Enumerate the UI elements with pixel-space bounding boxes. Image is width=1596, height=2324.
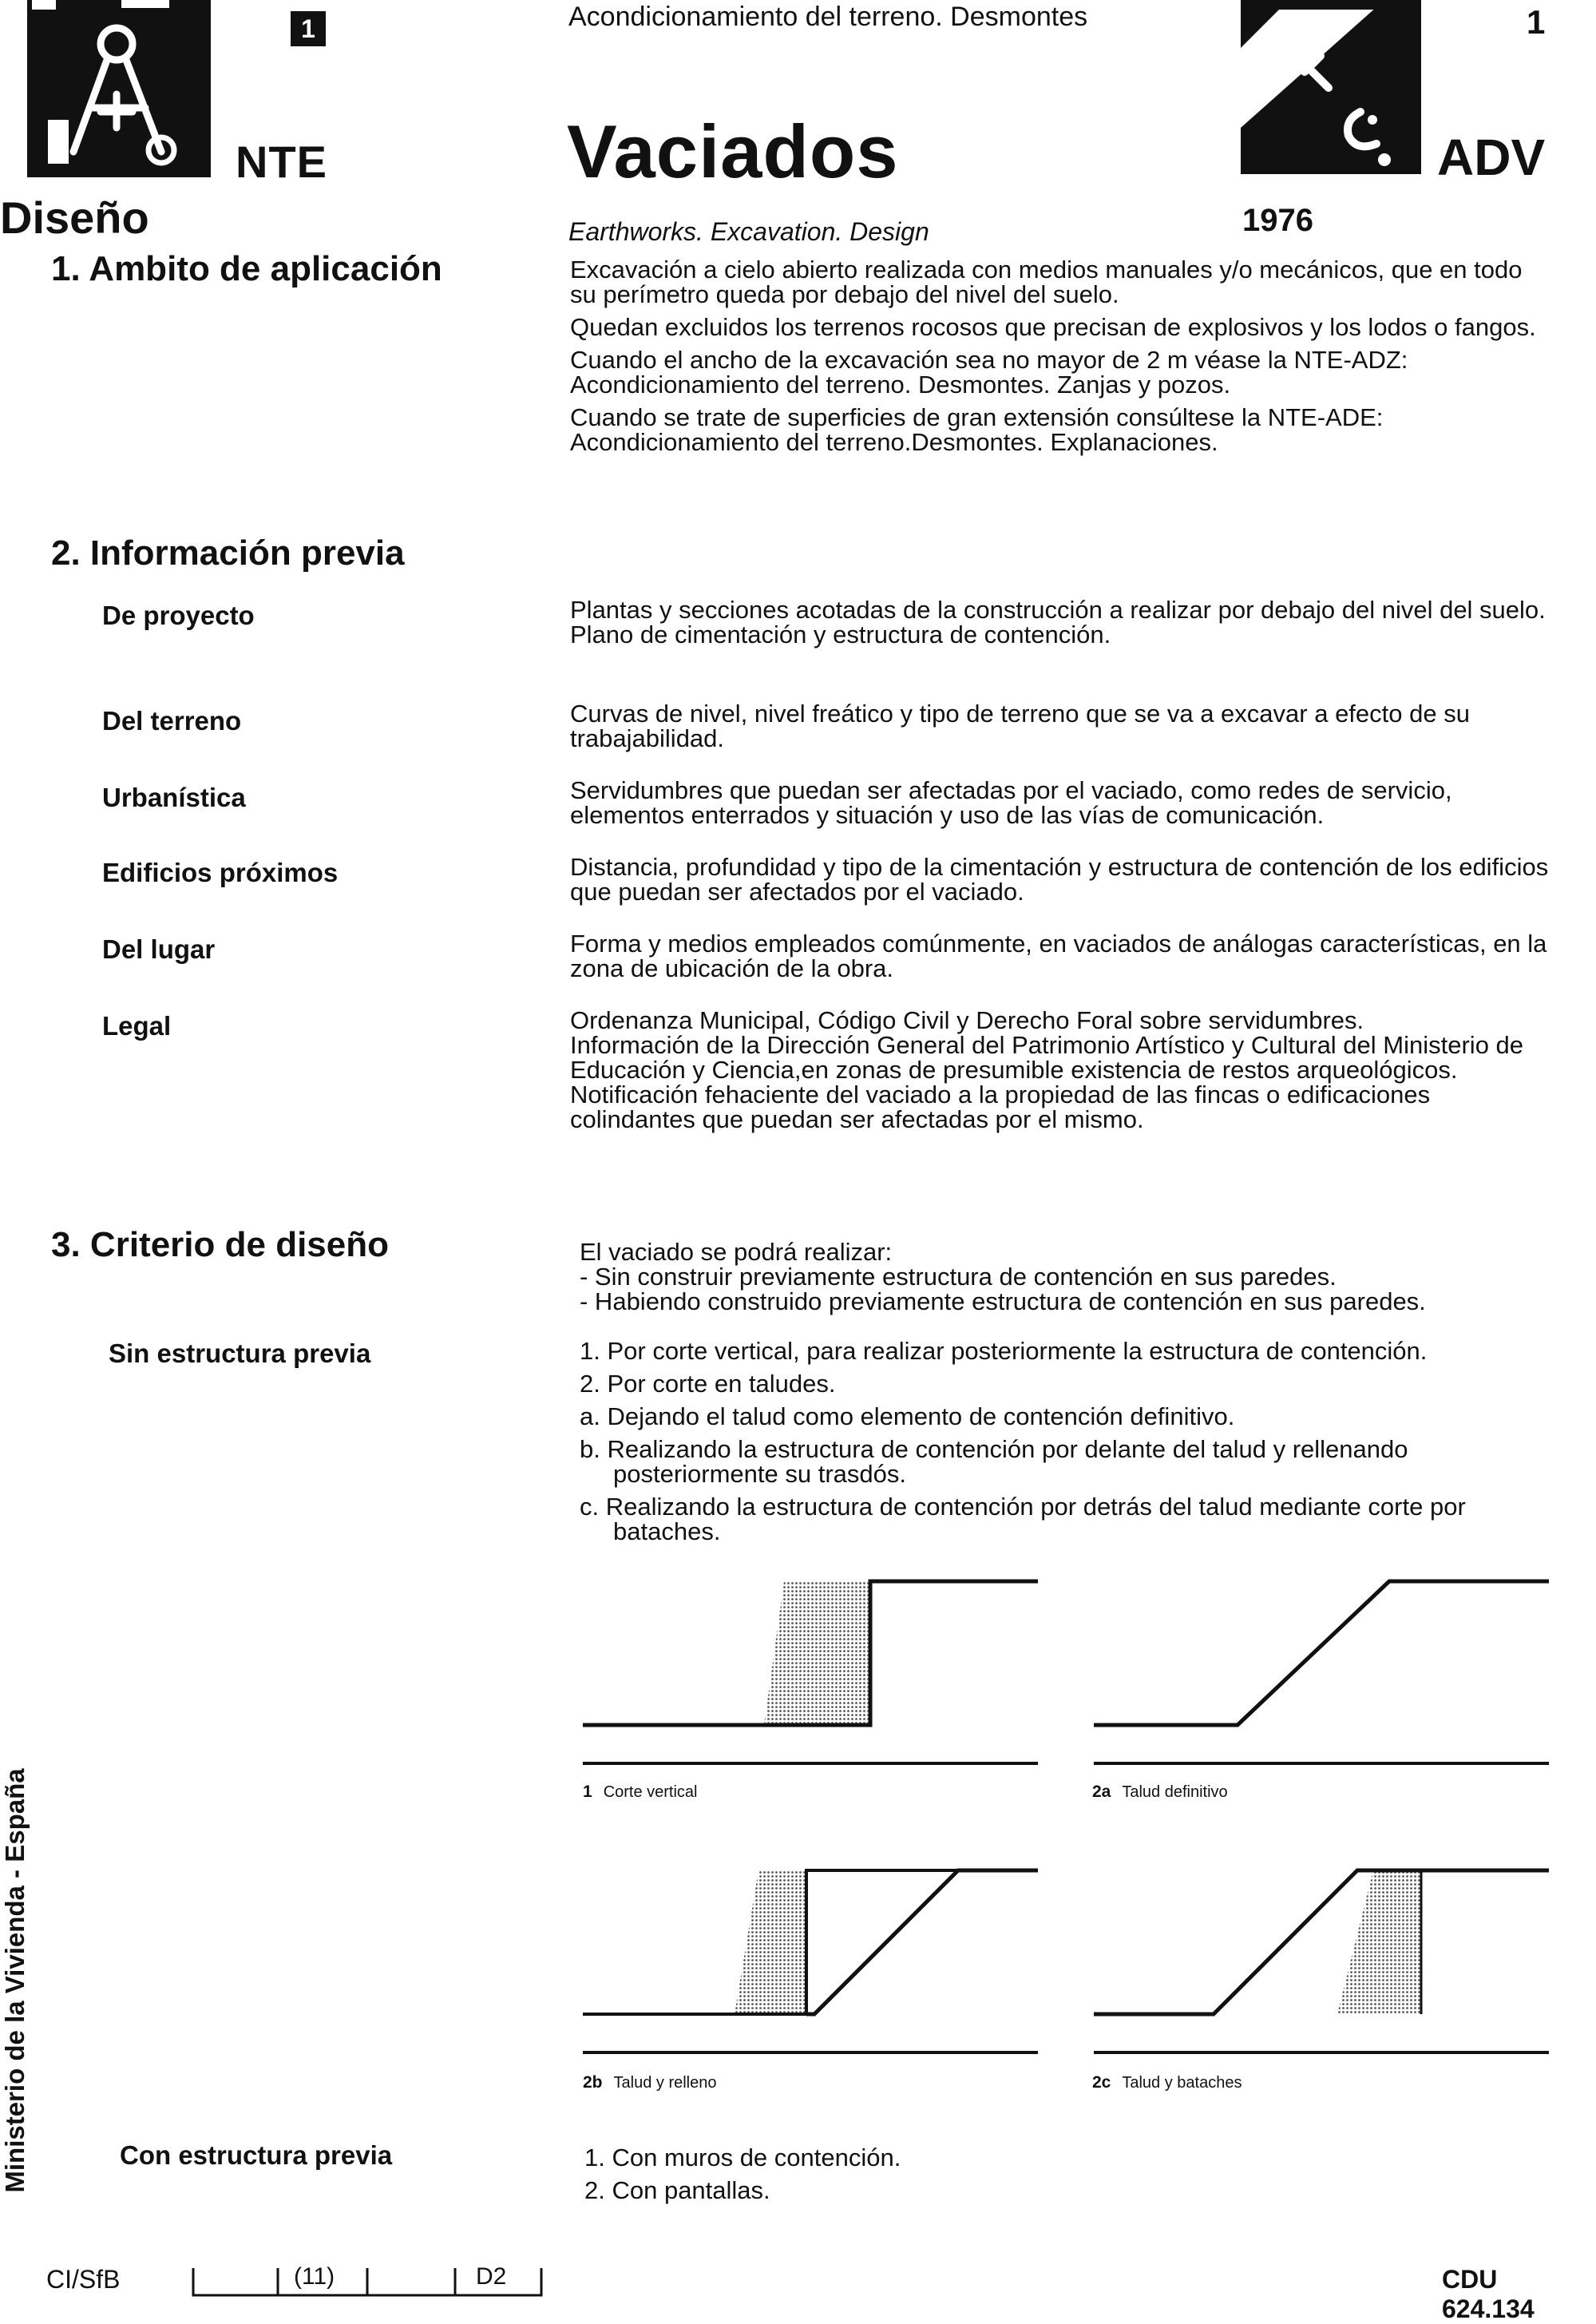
page-number: 1 xyxy=(1527,3,1546,41)
year-label: 1976 xyxy=(1242,203,1313,238)
section-label: Diseño xyxy=(0,192,149,243)
info-text: Distancia, profundidad y tipo de la cimentación y estructura de contención de los edificios que puedan ser afectados por el vaciado. xyxy=(570,853,1549,906)
logo-badge-label: 1 xyxy=(301,14,315,43)
list-item: 2. Por corte en taludes. xyxy=(580,1370,836,1398)
logo-badge xyxy=(291,11,326,46)
figure-number: 2c xyxy=(1092,2073,1111,2092)
adv-logo xyxy=(1241,0,1421,174)
info-label: Legal xyxy=(102,1011,172,1041)
figure-caption xyxy=(583,2073,716,2092)
info-text: Forma y medios empleados comúnmente, en vaciados de análogas características, en la zona de ubicación de la obra. xyxy=(570,930,1547,982)
page-title: Vaciados xyxy=(567,109,899,193)
con-estructura-label: Con estructura previa xyxy=(120,2140,393,2170)
document-code: ADV xyxy=(1437,129,1546,186)
paragraph: Cuando se trate de superficies de gran extensión consúltese la NTE-ADE: Acondicionamiento del terreno.Desmontes. Explanaciones. xyxy=(570,403,1384,456)
info-label: De proyecto xyxy=(102,601,255,630)
info-text: Ordenanza Municipal, Código Civil y Derecho Foral sobre servidumbres. Información de la Dirección General del Patrimonio Artístico y Cultural del Ministerio de Educación y Ciencia,en zonas de presumible existencia de restos arqueológicos. Notificación fehaciente del vaciado a la propiedad de las fincas o edificaciones colindantes que puedan ser afectadas por el mismo. xyxy=(570,1006,1524,1133)
info-label: Edificios próximos xyxy=(102,858,339,887)
ministry-side-label xyxy=(0,1701,32,2260)
figure-2b-talud-y-relleno xyxy=(575,1854,1054,2070)
fill-hatch xyxy=(735,1870,806,2014)
compass-logo-icon xyxy=(27,0,211,177)
figure-caption-text: Talud y bataches xyxy=(1122,2074,1242,2092)
figure-2c-talud-y-bataches xyxy=(1086,1854,1565,2070)
paragraph: Quedan excluidos los terrenos rocosos que precisan de explosivos y los lodos o fangos. xyxy=(570,313,1536,341)
cisfb-code-1: (11) xyxy=(294,2263,335,2290)
figure-1-corte-vertical xyxy=(575,1565,1054,1781)
page-subtitle: Earthworks. Excavation. Design xyxy=(568,217,929,246)
figure-caption xyxy=(1092,2073,1242,2092)
excavation-hatch xyxy=(764,1581,870,1725)
cisfb-label: CI/SfB xyxy=(46,2265,121,2294)
list-item: b. Realizando la estructura de contención por delante del talud y rellenando posteriormente su trasdós. xyxy=(580,1435,1408,1488)
bataches-hatch xyxy=(1337,1870,1421,2014)
figure-number: 2a xyxy=(1092,1783,1111,1801)
info-text: Plantas y secciones acotadas de la construcción a realizar por debajo del nivel del suelo. Plano de cimentación y estructura de contención. xyxy=(570,596,1546,648)
con-estructura-list xyxy=(584,2145,1383,2211)
sin-estructura-list xyxy=(580,1338,1555,1552)
list-item: c. Realizando la estructura de contención por detrás del talud mediante corte por bataches. xyxy=(580,1493,1466,1545)
figure-caption-text: Talud definitivo xyxy=(1122,1783,1228,1801)
category-label: Acondicionamiento del terreno. Desmontes xyxy=(568,2,1088,32)
figure-caption xyxy=(583,1783,698,1802)
section-3-heading: 3. Criterio de diseño xyxy=(51,1225,389,1264)
figure-number: 2b xyxy=(583,2073,603,2092)
nte-logo xyxy=(27,0,211,177)
info-label: Urbanística xyxy=(102,783,246,812)
section-2-heading: 2. Información previa xyxy=(51,533,405,573)
info-text: Servidumbres que puedan ser afectadas por el vaciado, como redes de servicio, elementos enterrados y situación y uso de las vías de comunicación. xyxy=(570,776,1452,829)
figure-caption-text: Talud y relleno xyxy=(613,2074,717,2092)
section-1-heading: 1. Ambito de aplicación xyxy=(51,249,442,288)
list-item: 2. Con pantallas. xyxy=(584,2176,770,2204)
list-item: a. Dejando el talud como elemento de contención definitivo. xyxy=(580,1402,1235,1430)
paragraph: Cuando el ancho de la excavación sea no mayor de 2 m véase la NTE-ADZ: Acondicionamiento del terreno. Desmontes. Zanjas y pozos. xyxy=(570,346,1408,399)
section-1-body xyxy=(570,257,1552,462)
excavator-logo-icon xyxy=(1241,0,1421,174)
paragraph: Excavación a cielo abierto realizada con medios manuales y/o mecánicos, que en todo su perímetro queda por debajo del nivel del suelo. xyxy=(570,256,1523,308)
ministry-side-text: Ministerio de la Vivienda - España xyxy=(0,1768,30,2193)
series-logo-text: NTE xyxy=(236,137,327,187)
figure-caption xyxy=(1092,1783,1228,1802)
info-label: Del lugar xyxy=(102,934,216,964)
figure-caption-text: Corte vertical xyxy=(603,1783,698,1801)
figure-number: 1 xyxy=(583,1783,592,1801)
info-text: Curvas de nivel, nivel freático y tipo de terreno que se va a excavar a efecto de su trabajabilidad. xyxy=(570,700,1470,752)
figure-2a-talud-definitivo xyxy=(1086,1565,1565,1781)
cdu-code: CDU 624.134 xyxy=(1442,2265,1535,2323)
sin-estructura-label: Sin estructura previa xyxy=(109,1338,371,1368)
design-intro: El vaciado se podrá realizar: - Sin construir previamente estructura de contención en sus paredes. - Habiendo construido previamente estructura de contención en sus paredes. xyxy=(580,1238,1426,1315)
info-label: Del terreno xyxy=(102,706,242,736)
cisfb-code-2: D2 xyxy=(476,2263,507,2290)
list-item: 1. Por corte vertical, para realizar posteriormente la estructura de contención. xyxy=(580,1337,1428,1365)
list-item: 1. Con muros de contención. xyxy=(584,2144,901,2171)
